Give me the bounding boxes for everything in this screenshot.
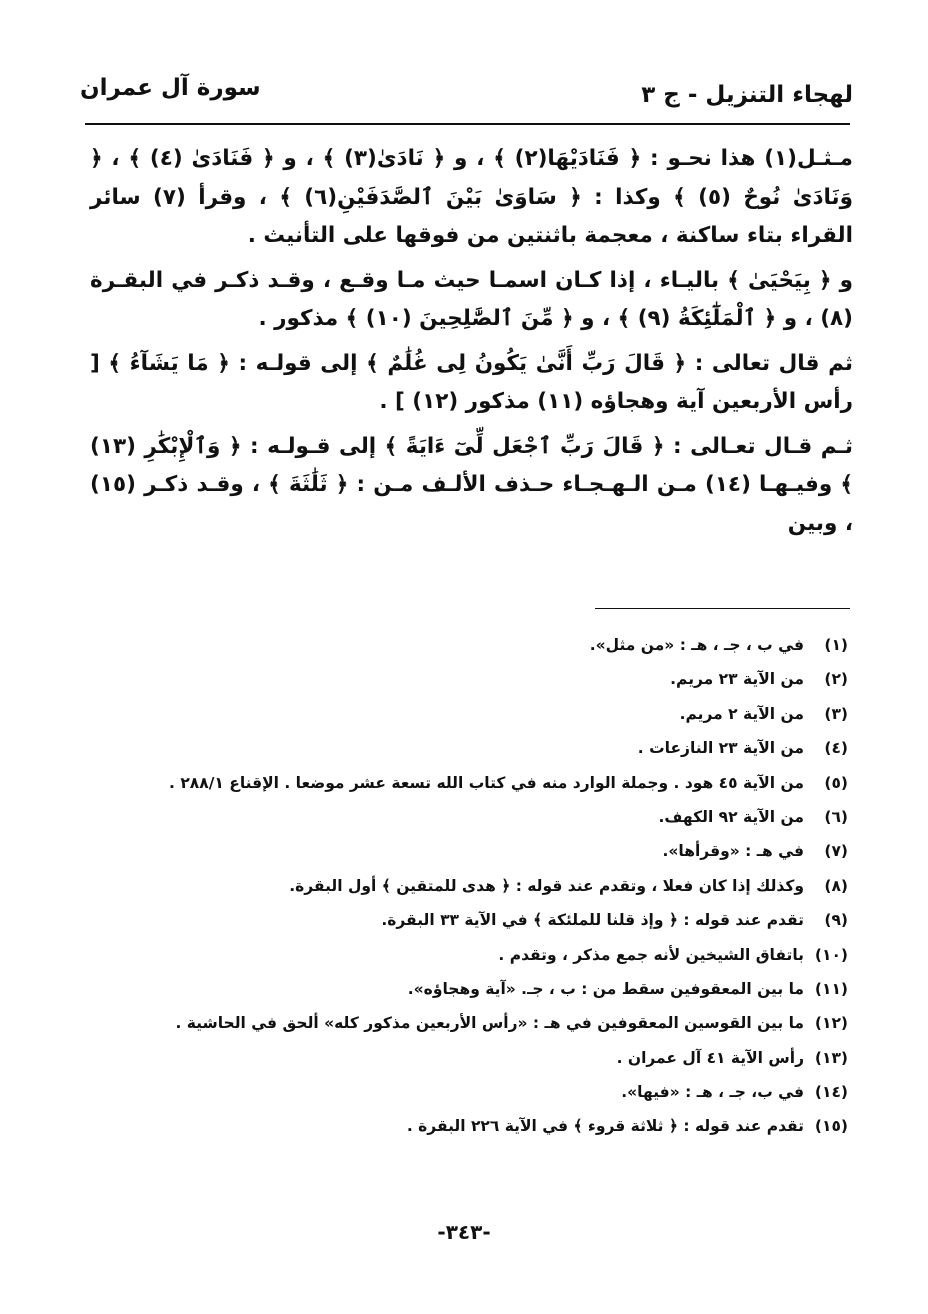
footnote-number: (٩) xyxy=(824,911,848,930)
footnote-text: ما بين المعقوفين سقط من : ب ، جـ. «آية وهجاؤه». xyxy=(407,979,804,998)
footnote-number: (٢) xyxy=(824,670,848,689)
footnote-item xyxy=(110,628,848,662)
footnote-number: (٣) xyxy=(824,704,848,723)
footnote-number: (٦) xyxy=(824,807,848,826)
footnote-item xyxy=(110,1109,848,1143)
main-text xyxy=(90,140,853,549)
footnote-number: (١) xyxy=(824,636,848,654)
footnote-text: في ب ، جـ ، هـ : «من مثل». xyxy=(589,636,804,654)
footnote-text: رأس الآية ٤١ آل عمران . xyxy=(616,1048,804,1067)
footnote-item xyxy=(110,938,848,972)
footnote-divider xyxy=(595,608,850,609)
footnote-text: في هـ : «وقرأها». xyxy=(662,842,804,861)
footnote-number: (١٠) xyxy=(814,945,848,964)
footnote-text: من الآية ٢ مريم. xyxy=(679,704,804,723)
footnote-number: (٥) xyxy=(824,773,848,792)
footnote-item xyxy=(110,1041,848,1075)
footnote-text: باتفاق الشيخين لأنه جمع مذكر ، وتقدم . xyxy=(498,945,804,964)
footnote-item xyxy=(110,1075,848,1109)
footnote-number: (١٢) xyxy=(814,1014,848,1033)
footnote-text: تقدم عند قوله : ﴿ وإذ قلنا للملئكة ﴾ في الآية ٣٣ البقرة. xyxy=(381,911,804,930)
footnote-text: وكذلك إذا كان فعلا ، وتقدم عند قوله : ﴿ هدى للمتقين ﴾ أول البقرة. xyxy=(289,876,804,895)
footnote-text: تقدم عند قوله : ﴿ ثلاثة قروء ﴾ في الآية ٢٢٦ البقرة . xyxy=(406,1117,804,1136)
page-number: -٣٤٣- xyxy=(437,1220,491,1244)
paragraph-4: ثـم قـال تعـالى : ﴿ قَالَ رَبِّ ٱجْعَل لِّىٓ ءَايَةً ﴾ إلى قـولـه : ﴿ وَٱلْإِبْكَٰرِ (١٣) ﴾ وفيـهـا (١٤) مـن الـهـجـاء حـذف الألـف مـن : ﴿ ثَلَٰثَةَ ﴾ ، وقـد ذكـر (١٥) ، وبين xyxy=(90,433,853,536)
footnote-text: ما بين القوسين المعقوفين في هـ : «رأس الأربعين مذكور كله» ألحق في الحاشية . xyxy=(175,1014,804,1033)
footnotes xyxy=(110,628,848,1144)
footnote-item xyxy=(110,766,848,800)
footnote-item xyxy=(110,903,848,937)
footnote-item xyxy=(110,697,848,731)
footnote-text: من الآية ٢٣ مريم. xyxy=(670,670,804,689)
running-header-title: لهجاء التنزيل - ج ٣ xyxy=(641,82,853,108)
header-divider xyxy=(85,123,850,125)
footnote-item xyxy=(110,731,848,765)
running-header-surah: سورة آل عمران xyxy=(80,75,261,101)
footnote-number: (١٥) xyxy=(814,1117,848,1136)
footnote-number: (١١) xyxy=(814,979,848,998)
footnote-text: من الآية ٢٣ النازعات . xyxy=(637,739,804,758)
footnote-text: في ب، جـ ، هـ : «فيها». xyxy=(621,1083,804,1102)
paragraph-2: و ﴿ بِيَحْيَىٰ ﴾ باليـاء ، إذا كـان اسمـا حيث مـا وقـع ، وقـد ذكـر في البقـرة (٨) ، و ﴿ ٱلْمَلَٰٓئِكَةُ (٩) ﴾ ، و ﴿ مِّنَ ٱلصَّٰلِحِينَ (١٠) ﴾ مذكور . xyxy=(90,267,853,331)
footnote-item xyxy=(110,972,848,1006)
footnote-number: (١٤) xyxy=(814,1083,848,1102)
footnote-number: (٤) xyxy=(824,739,848,758)
footnote-item xyxy=(110,800,848,834)
footnote-number: (٧) xyxy=(824,842,848,861)
footnote-item xyxy=(110,869,848,903)
footnote-text: من الآية ٩٢ الكهف. xyxy=(658,807,804,826)
footnote-item xyxy=(110,834,848,868)
paragraph-3: ثم قال تعالى : ﴿ قَالَ رَبِّ أَنَّىٰ يَكُونُ لِى غُلَٰمٌ ﴾ إلى قولـه : ﴿ مَا يَشَآءُ ﴾ [ رأس الأربعين آية وهجاؤه (١١) مذكور (١٢) ] . xyxy=(90,350,853,414)
footnote-number: (١٣) xyxy=(814,1048,848,1067)
footnote-text: من الآية ٤٥ هود . وجملة الوارد منه في كتاب الله تسعة عشر موضعا . الإقناع ٢٨٨/١ . xyxy=(169,773,804,792)
footnote-item xyxy=(110,1006,848,1040)
footnote-number: (٨) xyxy=(824,876,848,895)
footnote-item xyxy=(110,662,848,696)
paragraph-1: مـثـل(١) هذا نحـو : ﴿ فَنَادَيْهَا(٢) ﴾ ، و ﴿ نَادَىٰ(٣) ﴾ ، و ﴿ فَنَادَىٰ (٤) ﴾ ، ﴿ وَنَادَىٰ نُوحٌ (٥) ﴾ وكذا : ﴿ سَاوَىٰ بَيْنَ ٱلصَّدَفَيْنِ(٦) ﴾ ، وقرأ (٧) سائر القراء بتاء ساكنة ، معجمة باثنتين من فوقها على التأنيث . xyxy=(90,146,853,248)
